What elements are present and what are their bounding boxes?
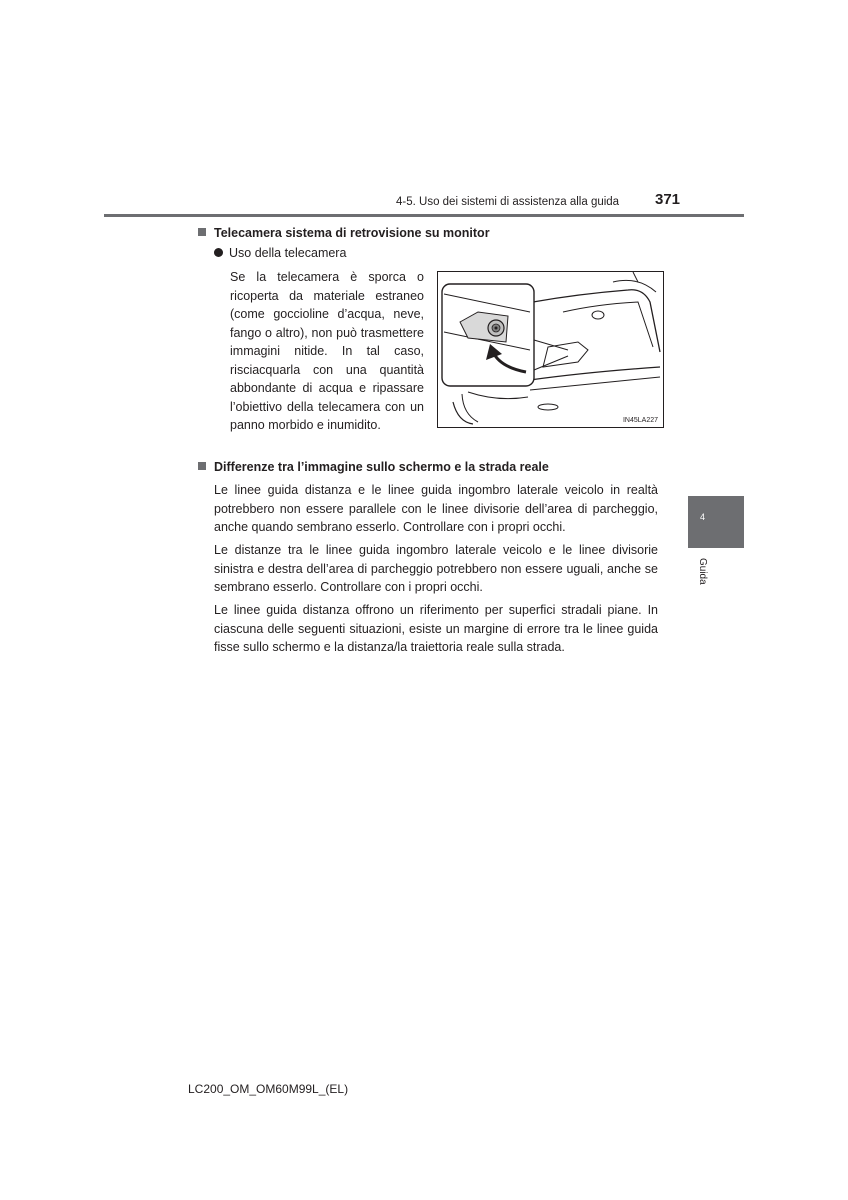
figure-code-label: IN45LA227 — [622, 417, 658, 424]
footer-code: LC200_OM_OM60M99L_(EL) — [188, 1082, 349, 1096]
chapter-tab — [688, 496, 744, 548]
paragraph-guide-lines-parallel: Le linee guida distanza e le linee guida ingombro laterale veicolo in realtà potrebbero non essere parallele con le linee divisorie dell’area di parcheggio, anche quando sembrano esserlo. Controllare con i propri occhi. — [214, 483, 658, 534]
sub-heading-camera-use-text: Uso della telecamera — [229, 246, 347, 260]
header-rule — [104, 214, 744, 217]
square-bullet-icon — [198, 462, 206, 470]
paragraph-guide-lines-distances: Le distanze tra le linee guida ingombro laterale veicolo e le linee divisorie sinistra e destra dell’area di parcheggio potrebbero non essere uguali, anche se sembrano esserlo. Controllare con i propri occhi. — [214, 543, 658, 594]
page-number: 371 — [655, 191, 681, 208]
paragraph-guide-lines-reference: Le linee guida distanza offrono un riferimento per superfici stradali piane. In ciascuna delle seguenti situazioni, esiste un margine di errore tra le linee guida fisse sullo schermo e la distanza/la traiettoria reale sulla strada. — [214, 603, 658, 654]
camera-figure — [437, 271, 664, 428]
camera-cleaning-text: Se la telecamera è sporca o ricoperta da materiale estraneo (come goccioline d’acqua, neve, fango o altro), non può trasmettere immagini nitide. In tal caso, risciacquarla con una quantità abbondante di acqua e ripassare l’obiettivo della telecamera con un panno morbido e inumidito. — [230, 270, 424, 432]
chapter-number: 4 — [700, 512, 706, 522]
chapter-label: Guida — [697, 558, 708, 585]
section-heading-differences-text: Differenze tra l’immagine sullo schermo e la strada reale — [214, 460, 549, 474]
round-bullet-icon — [214, 248, 223, 257]
section-heading-differences — [198, 458, 549, 476]
rear-camera-illustration — [438, 272, 663, 427]
square-bullet-icon — [198, 228, 206, 236]
header-section-title: 4-5. Uso dei sistemi di assistenza alla guida — [396, 196, 620, 208]
sub-heading-camera-use — [214, 244, 346, 262]
section-heading-camera-text: Telecamera sistema di retrovisione su monitor — [214, 226, 490, 240]
section-heading-camera — [198, 224, 490, 242]
